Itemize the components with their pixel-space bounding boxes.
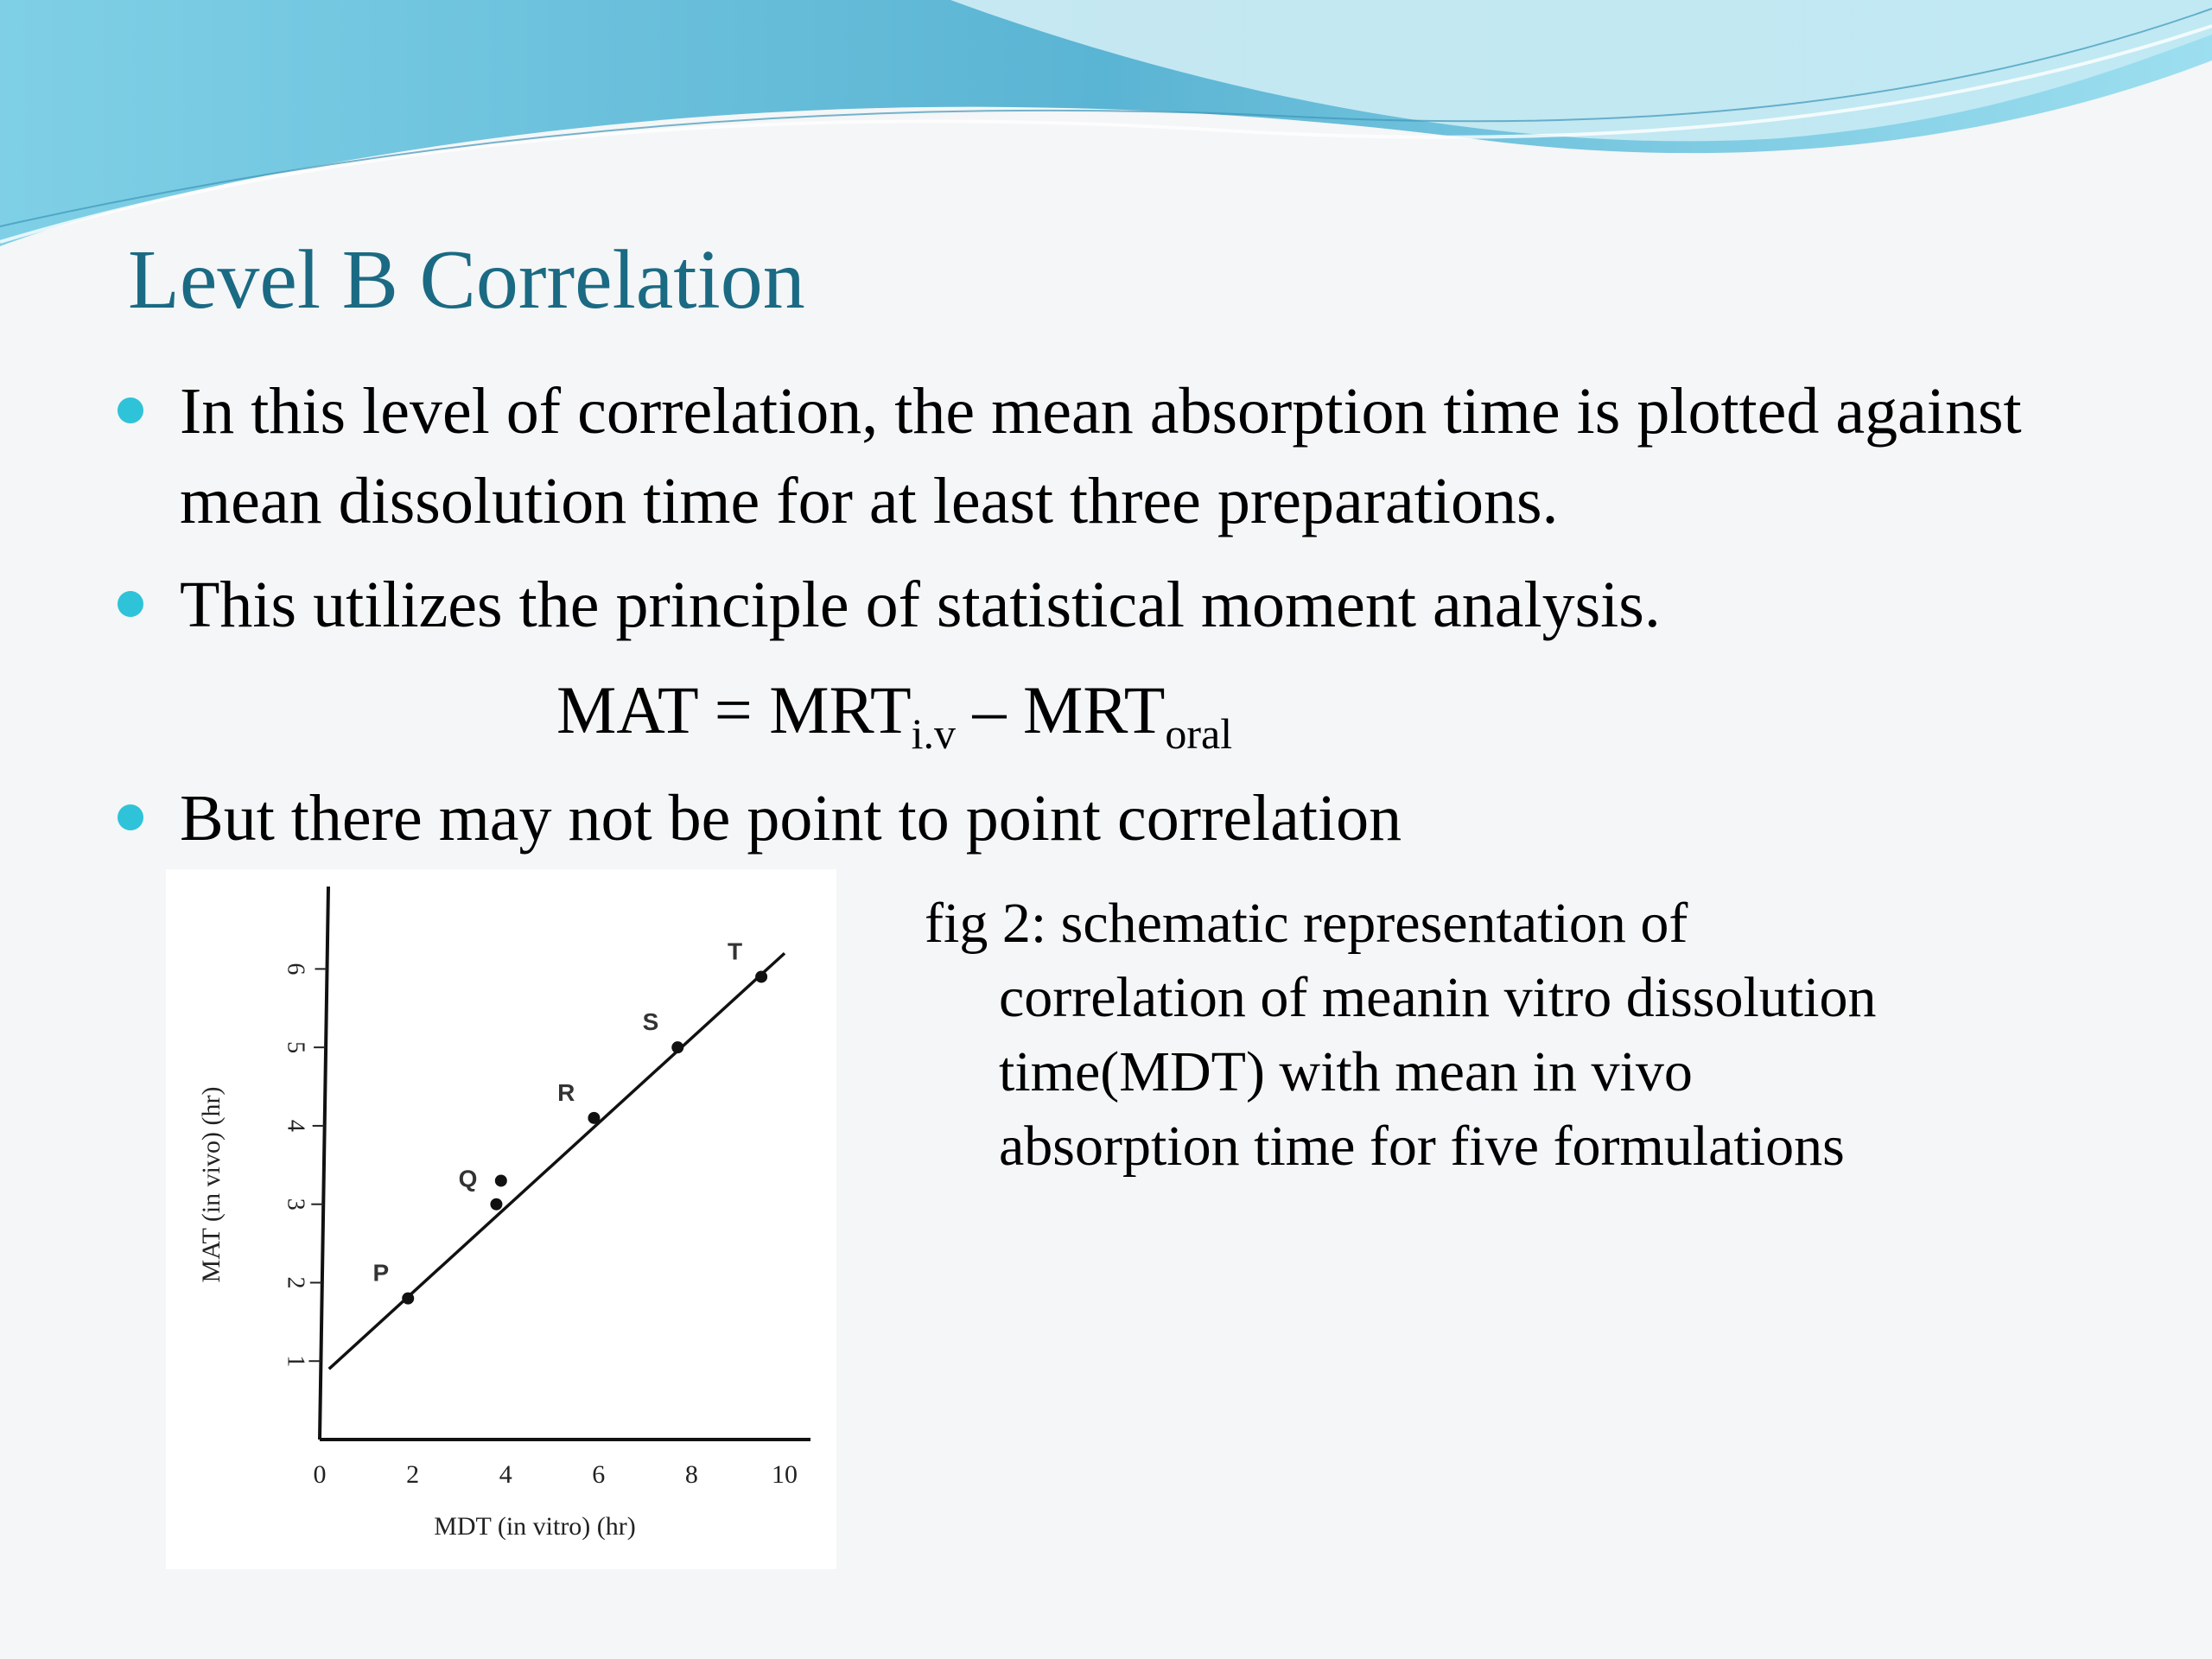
data-point <box>588 1112 600 1124</box>
x-tick-label: 6 <box>592 1460 606 1489</box>
x-axis-title: MDT (in vitro) (hr) <box>434 1512 636 1541</box>
x-tick-label: 2 <box>406 1460 420 1489</box>
y-axis-title: MAT (in vivo) (hr) <box>197 1086 226 1283</box>
formula <box>556 667 1232 777</box>
slide-title: Level B Correlation <box>128 233 805 327</box>
data-point <box>402 1293 414 1305</box>
bullet-item <box>180 773 2133 863</box>
trend-line <box>329 953 785 1369</box>
formula-sub-oral: oral <box>1165 709 1233 758</box>
point-label: Q <box>458 1165 478 1192</box>
x-tick-label: 0 <box>313 1460 327 1489</box>
y-tick-label: 4 <box>282 1119 309 1132</box>
x-tick-label: 8 <box>684 1460 698 1489</box>
bullet-dot-icon <box>118 591 143 617</box>
caption-first-line: fig 2: schematic representation of <box>925 892 1688 955</box>
data-point <box>671 1041 683 1053</box>
y-tick-label: 2 <box>282 1276 309 1289</box>
bullet-item <box>180 560 2133 650</box>
bullet-item <box>180 366 2133 546</box>
data-point <box>755 970 767 982</box>
chart-figure <box>166 869 836 1569</box>
y-tick-label: 6 <box>282 963 309 976</box>
x-tick-label: 10 <box>772 1460 798 1489</box>
point-label: R <box>557 1078 575 1106</box>
y-tick-label: 1 <box>282 1355 309 1368</box>
x-tick-label: 4 <box>499 1460 512 1489</box>
point-label: S <box>642 1008 659 1036</box>
formula-lhs: MAT = MRT <box>556 672 912 747</box>
bullet-dot-icon <box>118 804 143 830</box>
caption-rest: correlation of meanin vitro dissolution time(MDT) with mean in vivo absorption time for five formulations <box>999 966 1877 1178</box>
point-label: T <box>727 938 743 965</box>
point-label: P <box>372 1259 390 1287</box>
data-point <box>490 1198 502 1211</box>
bullet-text: In this level of correlation, the mean absorption time is plotted against mean dissolution time for at least three preparations. <box>180 375 2022 537</box>
data-point <box>495 1174 507 1186</box>
bullet-text: But there may not be point to point correlation <box>180 782 1402 855</box>
bullet-dot-icon <box>118 397 143 423</box>
bullet-text: This utilizes the principle of statistical moment analysis. <box>180 569 1661 641</box>
header-wave-decoration <box>0 0 2212 259</box>
formula-sub-iv: i.v <box>911 709 957 758</box>
scatter-chart <box>166 869 836 1569</box>
y-tick-label: 3 <box>282 1198 309 1211</box>
figure-caption <box>925 887 1918 1184</box>
formula-mid: – MRT <box>956 672 1166 747</box>
y-tick-label: 5 <box>282 1041 309 1054</box>
